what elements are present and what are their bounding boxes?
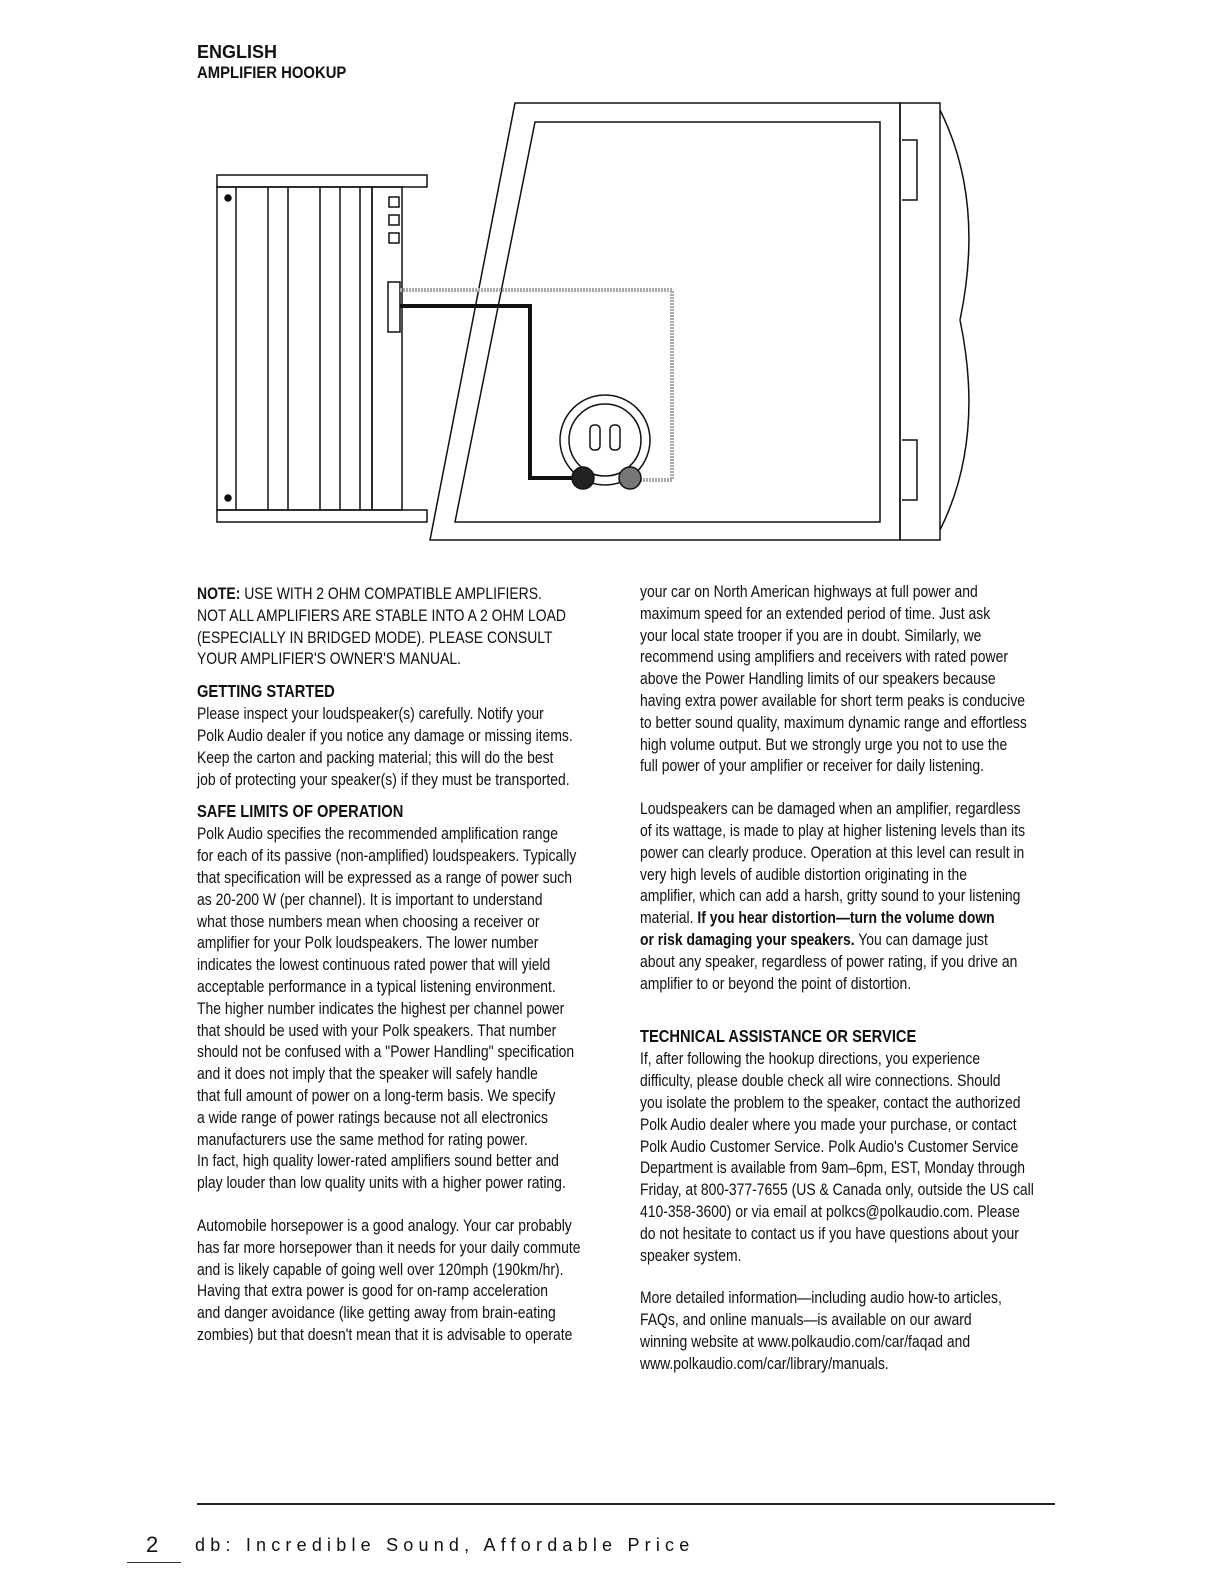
bold-text: If you hear distortion—turn the volume down [697,908,995,928]
footer-rule [197,1503,1055,1505]
text-line: amplifier for your Polk loudspeakers. The lower number [197,933,539,953]
text-line: for each of its passive (non-amplified) loudspeakers. Typically [197,846,577,866]
paragraph [197,823,580,1194]
bold-text: or risk damaging your speakers. [640,929,855,949]
text-line [197,583,580,605]
text-line: Keep the carton and packing material; this will do the best [197,747,554,767]
text-line: very high levels of audible distortion originating in the [640,864,967,884]
text-line [640,929,1034,951]
text-line: More detailed information—including audio how-to articles, [640,1288,1002,1308]
text-span: material. [640,908,698,928]
text-line: amplifier, which can add a harsh, gritty sound to your listening [640,886,1021,906]
text-line: you isolate the problem to the speaker, contact the authorized [640,1092,1021,1112]
text-line: having extra power available for short term peaks is conducive [640,690,1026,710]
text-line: about any speaker, regardless of power rating, if you drive an [640,951,1018,971]
text-line: Polk Audio dealer if you notice any damage or missing items. [197,725,573,745]
text-line: has far more horsepower than it needs for your daily commute [197,1237,581,1257]
text-line: Loudspeakers can be damaged when an amplifier, regardless [640,799,1021,819]
text-line: above the Power Handling limits of our speakers because [640,669,996,689]
text-line: speaker system. [640,1245,742,1265]
paragraph-gap [197,1194,580,1215]
text-line: to better sound quality, maximum dynamic range and effortless [640,712,1027,732]
text-line: a wide range of power ratings because not all electronics [197,1107,549,1127]
text-line: do not hesitate to contact us if you have questions about your [640,1223,1019,1243]
text-line: manufacturers use the same method for rating power. [197,1129,528,1149]
language-heading: ENGLISH [197,42,278,62]
text-line: difficulty, please double check all wire connections. Should [640,1071,1001,1091]
paragraph [640,1287,1034,1374]
amplifier-illustration [217,175,427,522]
text-line: and it does not imply that the speaker will safely handle [197,1064,538,1084]
text-line: zombies) but that doesn't mean that it is advisable to operate [197,1324,573,1344]
text-line: that should be used with your Polk speakers. That number [197,1020,557,1040]
paragraph [640,798,1034,994]
paragraph-gap [640,994,1034,1015]
text-line: Department is available from 9am–6pm, EST, Monday through [640,1158,1026,1178]
text-line: Polk Audio Customer Service. Polk Audio's Customer Service [640,1136,1019,1156]
text-line: your car on North American highways at full power and [640,582,978,601]
text-line: amplifier to or beyond the point of distortion. [640,973,912,993]
text-line: and danger avoidance (like getting away from brain-eating [197,1303,556,1323]
amplifier-hookup-diagram [0,0,1224,560]
text-line: acceptable performance in a typical listening environment. [197,976,556,996]
text-line: NOT ALL AMPLIFIERS ARE STABLE INTO A 2 OHM LOAD [197,605,566,625]
text-line: In fact, high quality lower-rated amplifiers sound better and [197,1151,559,1171]
text-line: job of protecting your speaker(s) if they must be transported. [197,769,570,789]
text-line: your local state trooper if you are in doubt. Similarly, we [640,625,982,645]
section-heading: SAFE LIMITS OF OPERATION [197,801,404,822]
section-heading: GETTING STARTED [197,681,335,702]
enclosure-illustration [430,103,969,540]
text-line: FAQs, and online manuals—is available on our award [640,1310,972,1330]
text-line: play louder than low quality units with a higher power rating. [197,1173,566,1193]
paragraph [640,581,1034,777]
text-line: full power of your amplifier or receiver for daily listening. [640,756,984,776]
text-line: Please inspect your loudspeaker(s) carefully. Notify your [197,704,544,724]
speaker-wires [400,290,672,480]
text-line: Polk Audio dealer where you made your purchase, or contact [640,1114,1017,1134]
text-line: Friday, at 800-377-7655 (US & Canada only, outside the US call [640,1180,1034,1200]
text-line: that full amount of power on a long-term basis. We specify [197,1085,556,1105]
text-line: recommend using amplifiers and receivers with rated power [640,647,1008,667]
right-column [640,581,1034,1375]
text-line: as 20-200 W (per channel). It is important to understand [197,889,543,909]
text-line: what those numbers mean when choosing a receiver or [197,911,540,931]
footer-tagline: db: Incredible Sound, Affordable Price [195,1535,695,1555]
paragraph [197,1215,580,1346]
text-line: The higher number indicates the highest per channel power [197,998,565,1018]
section-heading: TECHNICAL ASSISTANCE OR SERVICE [640,1026,917,1047]
text-line: high volume output. But we strongly urge you not to use the [640,734,1008,754]
text-line: that specification will be expressed as a range of power such [197,867,573,887]
text-line: YOUR AMPLIFIER'S OWNER'S MANUAL. [197,649,462,669]
text-span: You can damage just [854,929,988,949]
text-line: (ESPECIALLY IN BRIDGED MODE). PLEASE CONSULT [197,627,553,647]
text-line: winning website at www.polkaudio.com/car/faqad and [640,1331,971,1351]
paragraph [197,703,580,790]
text-line: power can clearly produce. Operation at this level can result in [640,842,1025,862]
text-span: USE WITH 2 OHM COMPATIBLE AMPLIFIERS. [240,584,542,603]
paragraph [197,583,580,670]
text-line: Polk Audio specifies the recommended amplification range [197,824,559,844]
text-line: of its wattage, is made to play at higher listening levels than its [640,820,1026,840]
text-line: Having that extra power is good for on-ramp acceleration [197,1281,548,1301]
left-column [197,583,580,1346]
text-line: should not be confused with a "Power Handling" specification [197,1042,575,1062]
text-line: indicates the lowest continuous rated power that will yield [197,955,551,975]
section-title: AMPLIFIER HOOKUP [197,64,347,82]
page-number-underline [127,1562,181,1563]
text-line: maximum speed for an extended period of time. Just ask [640,603,991,623]
page-number: 2 [146,1532,159,1557]
text-line: If, after following the hookup directions, you experience [640,1049,981,1069]
paragraph-gap [640,777,1034,798]
text-line: and is likely capable of going well over 120mph (190km/hr). [197,1259,564,1279]
paragraph [640,1048,1034,1266]
terminal-cup [560,395,650,489]
text-line: Automobile horsepower is a good analogy. Your car probably [197,1215,572,1235]
paragraph-gap [640,1266,1034,1287]
text-line: www.polkaudio.com/car/library/manuals. [640,1353,889,1373]
text-line: 410-358-3600) or via email at polkcs@polkaudio.com. Please [640,1201,1020,1221]
bold-text: NOTE: [197,584,241,603]
text-line [640,907,1034,929]
